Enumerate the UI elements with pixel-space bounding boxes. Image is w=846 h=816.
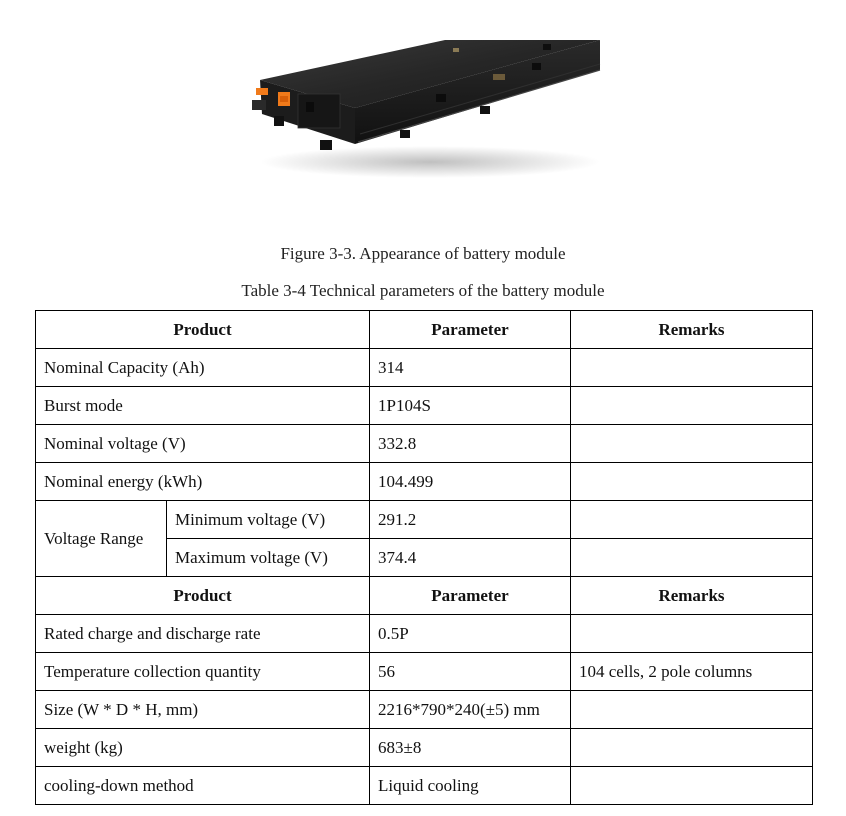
voltage-range-label: Voltage Range (36, 501, 167, 577)
row-product: Temperature collection quantity (36, 653, 370, 691)
header-product: Product (36, 577, 370, 615)
max-voltage-label: Maximum voltage (V) (167, 539, 370, 577)
min-voltage-remarks (571, 501, 813, 539)
row-parameter: 683±8 (370, 729, 571, 767)
table-row (36, 349, 813, 387)
row-product: Nominal energy (kWh) (36, 463, 370, 501)
row-remarks (571, 463, 813, 501)
table-row (36, 729, 813, 767)
row-parameter: Liquid cooling (370, 767, 571, 805)
table-row (36, 767, 813, 805)
figure-caption: Figure 3-3. Appearance of battery module (280, 244, 566, 263)
header-parameter: Parameter (370, 577, 571, 615)
header-product: Product (36, 311, 370, 349)
max-voltage-remarks (571, 539, 813, 577)
battery-parameters-table (35, 310, 813, 805)
header-remarks: Remarks (571, 311, 813, 349)
row-product: weight (kg) (36, 729, 370, 767)
row-parameter: 56 (370, 653, 571, 691)
row-product: Burst mode (36, 387, 370, 425)
row-parameter: 314 (370, 349, 571, 387)
table-row (36, 425, 813, 463)
row-parameter: 2216*790*240(±5) mm (370, 691, 571, 729)
max-voltage-parameter: 374.4 (370, 539, 571, 577)
row-parameter: 1P104S (370, 387, 571, 425)
table-header-row (36, 311, 813, 349)
row-parameter: 332.8 (370, 425, 571, 463)
battery-module-image (240, 30, 620, 190)
table-row (36, 615, 813, 653)
row-remarks (571, 387, 813, 425)
row-remarks (571, 349, 813, 387)
row-product: Rated charge and discharge rate (36, 615, 370, 653)
row-parameter: 104.499 (370, 463, 571, 501)
row-remarks (571, 615, 813, 653)
row-remarks (571, 729, 813, 767)
row-product: Nominal Capacity (Ah) (36, 349, 370, 387)
table-row (36, 387, 813, 425)
min-voltage-parameter: 291.2 (370, 501, 571, 539)
table-header-row (36, 577, 813, 615)
row-product: Size (W * D * H, mm) (36, 691, 370, 729)
row-remarks (571, 767, 813, 805)
row-remarks (571, 691, 813, 729)
min-voltage-label: Minimum voltage (V) (167, 501, 370, 539)
table-row (36, 501, 813, 539)
table-row (36, 463, 813, 501)
row-product: cooling-down method (36, 767, 370, 805)
row-product: Nominal voltage (V) (36, 425, 370, 463)
header-parameter: Parameter (370, 311, 571, 349)
table-row (36, 691, 813, 729)
table-caption: Table 3-4 Technical parameters of the battery module (241, 281, 605, 300)
header-remarks: Remarks (571, 577, 813, 615)
row-remarks: 104 cells, 2 pole columns (571, 653, 813, 691)
battery-module-illustration (240, 30, 620, 190)
table-row (36, 653, 813, 691)
row-remarks (571, 425, 813, 463)
row-parameter: 0.5P (370, 615, 571, 653)
